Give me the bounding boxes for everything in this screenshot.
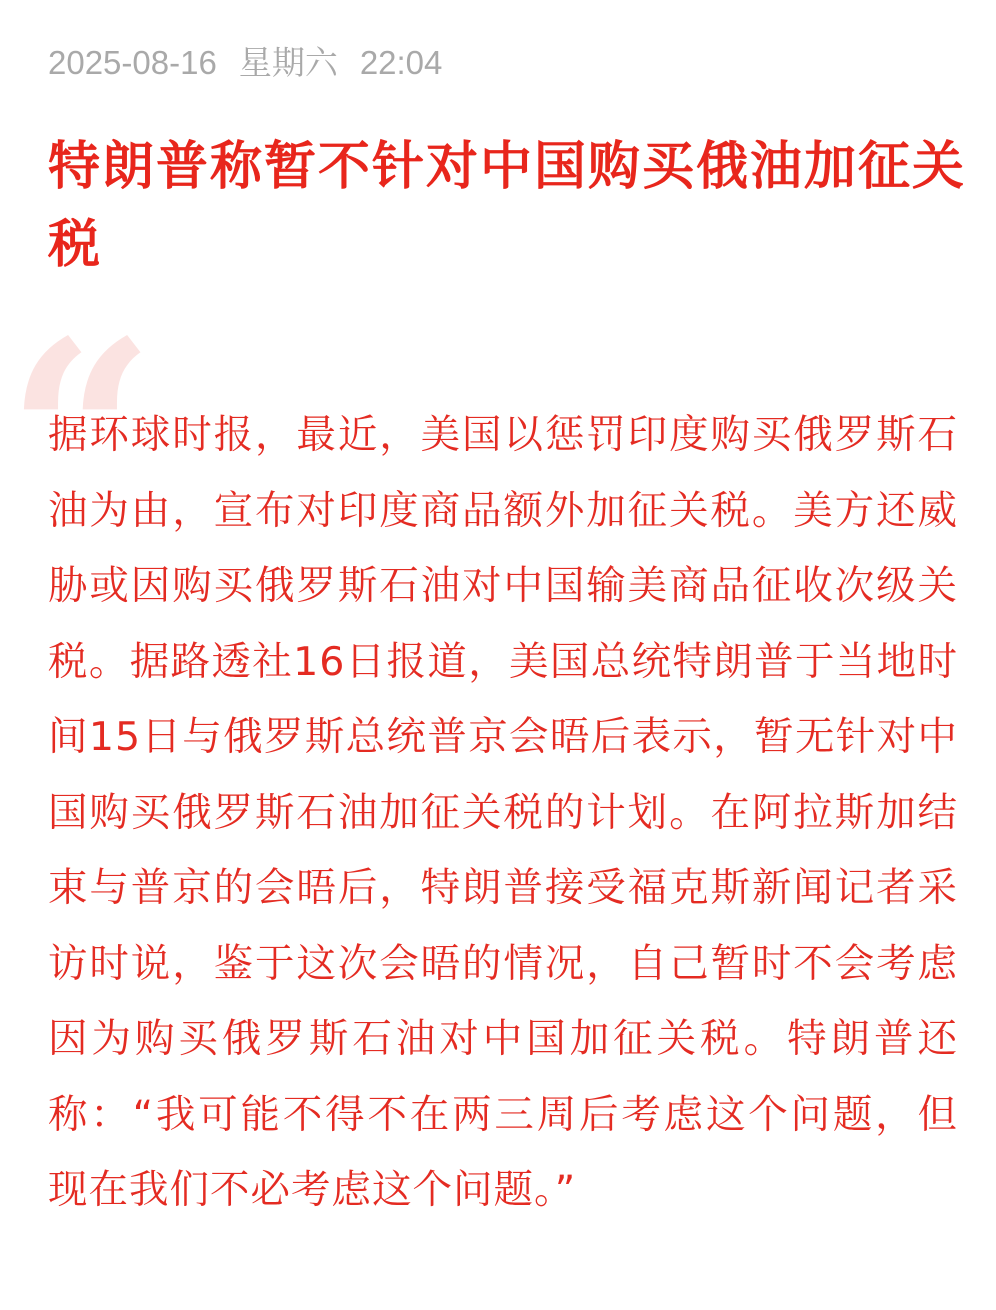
post-date: 2025-08-16 <box>48 44 217 81</box>
post-weekday: 星期六 <box>238 44 338 81</box>
article-title: 特朗普称暂不针对中国购买俄油加征关税 <box>48 137 967 275</box>
article-body: 据环球时报，最近，美国以惩罚印度购买俄罗斯石油为由，宣布对印度商品额外加征关税。美方还威胁或因购买俄罗斯石油对中国输美商品征收次级关税。据路透社16日报道，美国总统特朗普于当地时间15日与俄罗斯总统普京会晤后表示，暂无针对中国购买俄罗斯石油加征关税的计划。在阿拉斯加结束与普京的会晤后，特朗普接受福克斯新闻记者采访时说，鉴于这次会晤的情况，自己暂时不会考虑因为购买俄罗斯石油对中国加征关税。特朗普还称：“我可能不得不在两三周后考虑这个问题，但现在我们不必考虑这个问题。” <box>48 412 958 1213</box>
post-time: 22:04 <box>359 44 443 81</box>
post-timestamp <box>48 40 464 86</box>
quote-mark-icon: “ <box>6 285 156 590</box>
